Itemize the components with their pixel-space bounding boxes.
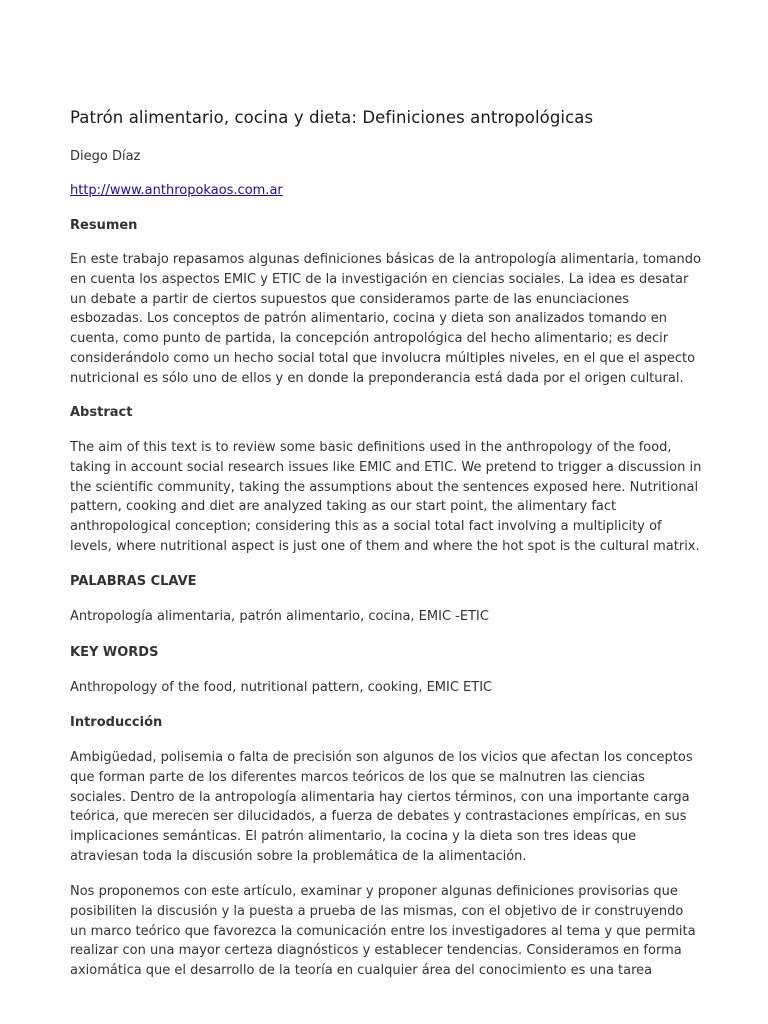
text-line: posibiliten la discusión y la puesta a prueba de las mismas, con el objetivo de ir construyendo xyxy=(70,903,684,919)
abstract-heading: Abstract xyxy=(70,405,133,420)
palabras-clave-heading: PALABRAS CLAVE xyxy=(70,574,197,589)
text-line: axiomática que el desarrollo de la teoría en cualquier área del conocimiento es una tarea xyxy=(70,963,653,979)
text-line: teórica, que merecen ser dilucidados, a fuerza de debates y contrastaciones empíricas, en sus xyxy=(70,809,687,825)
document-page xyxy=(70,107,710,979)
text-line: un marco teórico que favorezca la comunicación entre los investigadores al tema y que permita xyxy=(70,923,696,939)
text-line: The aim of this text is to review some basic definitions used in the anthropology of the food, xyxy=(70,440,672,455)
text-line: pattern, cooking and diet are analyzed taking as our start point, the alimentary fact xyxy=(70,499,617,515)
author-name: Diego Díaz xyxy=(70,149,141,164)
introduccion-heading: Introducción xyxy=(70,715,163,730)
document-title: Patrón alimentario, cocina y dieta: Definiciones antropológicas xyxy=(70,108,594,127)
text-line: en cuenta los aspectos EMIC y ETIC de la investigación en ciencias sociales. La idea es desatar xyxy=(70,271,689,287)
author-website-link[interactable]: http://www.anthropokaos.com.ar xyxy=(70,183,283,198)
resumen-heading: Resumen xyxy=(70,218,138,233)
text-line: sociales. Dentro de la antropología alimentaria hay ciertos términos, con una importante carga xyxy=(70,789,690,805)
text-line: que forman parte de los diferentes marcos teóricos de los que se malnutren las ciencias xyxy=(70,769,645,785)
abstract-paragraph xyxy=(70,438,702,557)
text-line: implicaciones semánticas. El patrón alimentario, la cocina y la dieta son tres ideas que xyxy=(70,829,637,845)
key-words-text: Anthropology of the food, nutritional pattern, cooking, EMIC ETIC xyxy=(70,680,493,695)
introduccion-paragraph-2 xyxy=(70,882,702,981)
text-line: esbozadas. Los conceptos de patrón alimentario, cocina y dieta son analizados tomando en xyxy=(70,311,667,327)
text-line: cuenta, como punto de partida, la concepción antropológica del hecho alimentario; es decir xyxy=(70,331,669,347)
text-line: taking in account social research issues like EMIC and ETIC. We pretend to trigger a discussion in xyxy=(70,459,702,475)
text-line: Nos proponemos con este artículo, examinar y proponer algunas definiciones provisorias que xyxy=(70,884,678,899)
text-line: En este trabajo repasamos algunas definiciones básicas de la antropología alimentaria, tomando xyxy=(70,252,702,267)
introduccion-paragraph-1 xyxy=(70,748,702,867)
text-line: considerándolo como un hecho social total que involucra múltiples niveles, en el que el aspecto xyxy=(70,350,696,366)
text-line: nutricional es sólo uno de ellos y en donde la preponderancia está dada por el origen cultural. xyxy=(70,370,684,386)
resumen-paragraph xyxy=(70,250,702,389)
key-words-heading: KEY WORDS xyxy=(70,645,159,660)
text-line: the scientific community, taking the assumptions about the sentences exposed here. Nutritional xyxy=(70,479,699,495)
text-line: anthropological conception; considering this as a social total fact involving a multiplicity of xyxy=(70,519,662,535)
text-line: atraviesan toda la discusión sobre la problemática de la alimentación. xyxy=(70,848,527,864)
text-line: Ambigüedad, polisemia o falta de precisión son algunos de los vicios que afectan los conceptos xyxy=(70,750,693,765)
text-line: un debate a partir de ciertos supuestos que consideramos parte de las enunciaciones xyxy=(70,291,630,307)
text-line: realizar con una mayor certeza diagnósticos y establecer tendencias. Consideramos en forma xyxy=(70,943,682,959)
text-line: levels, where nutritional aspect is just one of them and where the hot spot is the cultural matrix. xyxy=(70,538,700,554)
palabras-clave-text: Antropología alimentaria, patrón alimentario, cocina, EMIC -ETIC xyxy=(70,609,489,624)
